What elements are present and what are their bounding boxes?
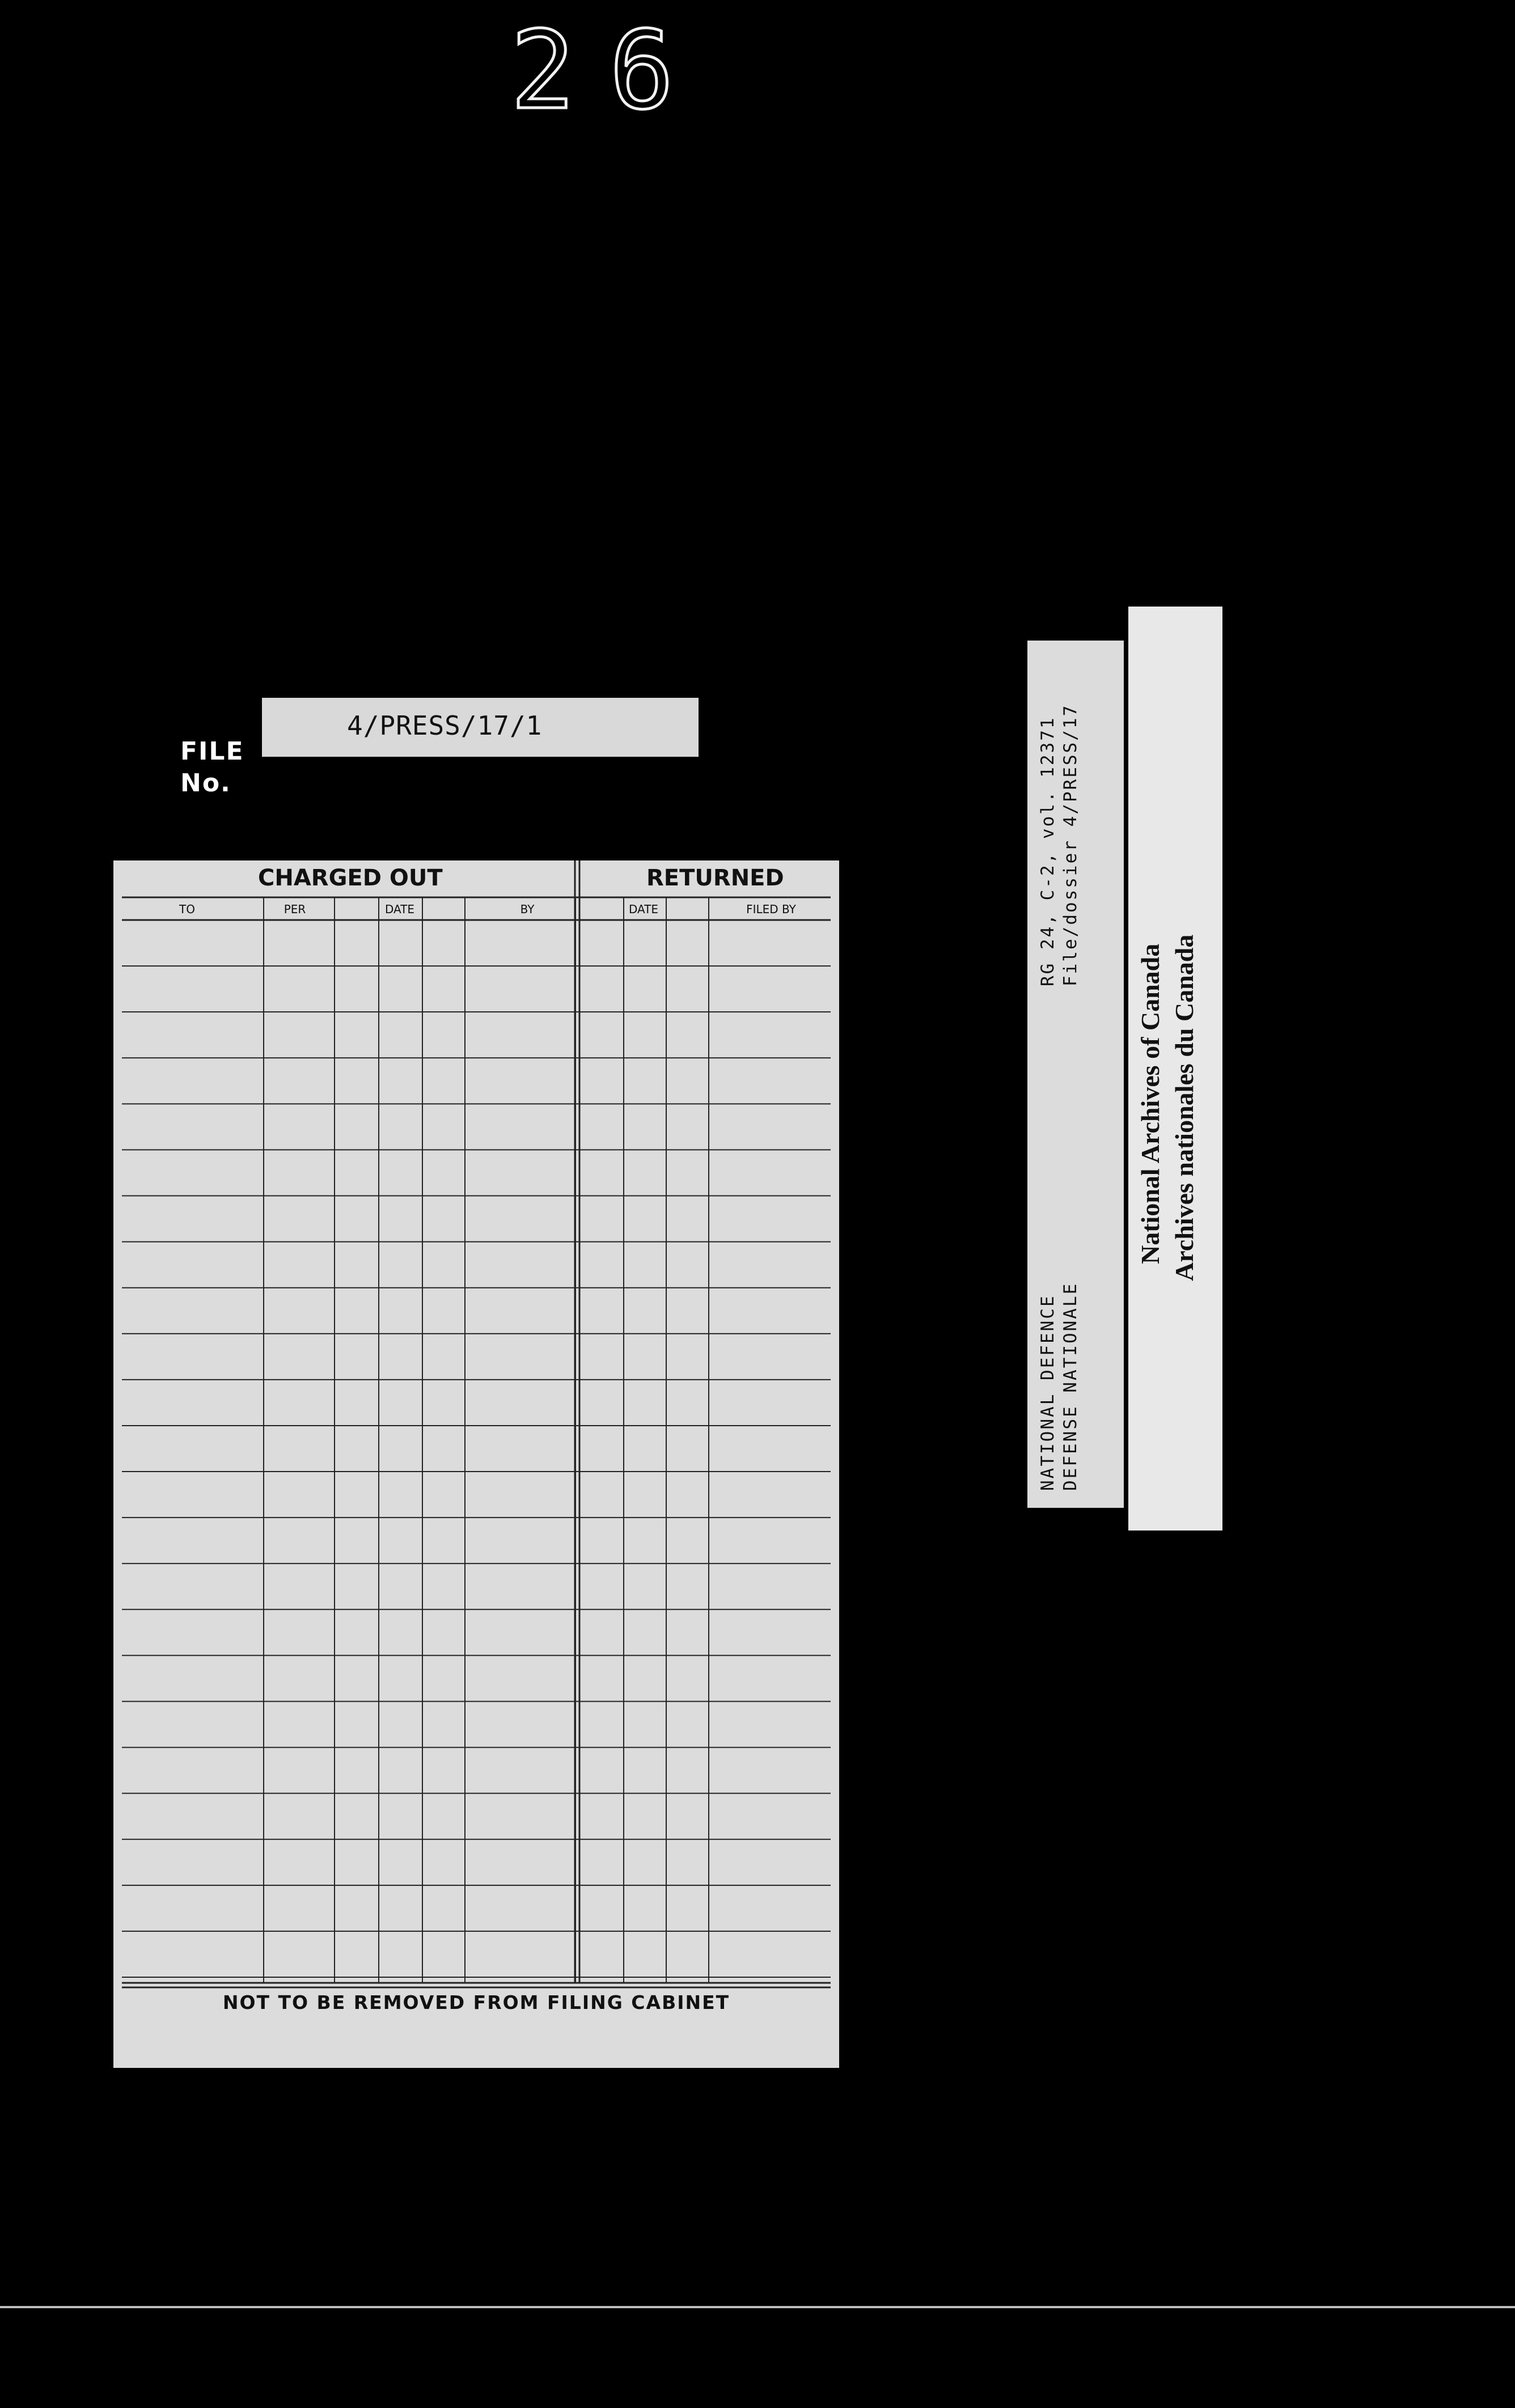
- col-to-label: TO: [179, 902, 195, 916]
- frame-number: 26: [510, 8, 708, 133]
- department-line2: DEFENSE NATIONALE: [1060, 1282, 1081, 1491]
- file-number: 4/PRESS/17/1: [347, 710, 543, 741]
- archive-name-fr: Archives nationales du Canada: [1170, 934, 1199, 1281]
- col-date-label: DATE: [384, 902, 415, 916]
- archive-name-en: National Archives of Canada: [1136, 943, 1165, 1264]
- bottom-divider: [0, 2306, 1515, 2308]
- col-by-label: BY: [520, 902, 535, 916]
- reference-line2: File/dossier 4/PRESS/17: [1060, 703, 1081, 986]
- card-grid: [113, 860, 839, 2068]
- returned-heading: RETURNED: [646, 865, 784, 891]
- file-label: [180, 736, 244, 799]
- col-per-label: PER: [283, 902, 306, 916]
- file-label-line2: No.: [180, 769, 231, 798]
- file-label-line1: FILE: [180, 737, 244, 766]
- reference-label: [1027, 641, 1124, 1508]
- charge-out-card: [113, 860, 839, 2068]
- department-line1: NATIONAL DEFENCE: [1038, 1294, 1058, 1491]
- reference-line1: RG 24, C-2, vol. 12371: [1038, 716, 1058, 986]
- charged-out-heading: CHARGED OUT: [258, 865, 443, 891]
- col-returned-date-label: DATE: [628, 902, 659, 916]
- file-number-strip: [262, 698, 699, 757]
- archive-label: [1128, 607, 1222, 1531]
- card-footer: NOT TO BE REMOVED FROM FILING CABINET: [222, 1991, 730, 2013]
- col-filed-by-label: FILED BY: [746, 902, 796, 916]
